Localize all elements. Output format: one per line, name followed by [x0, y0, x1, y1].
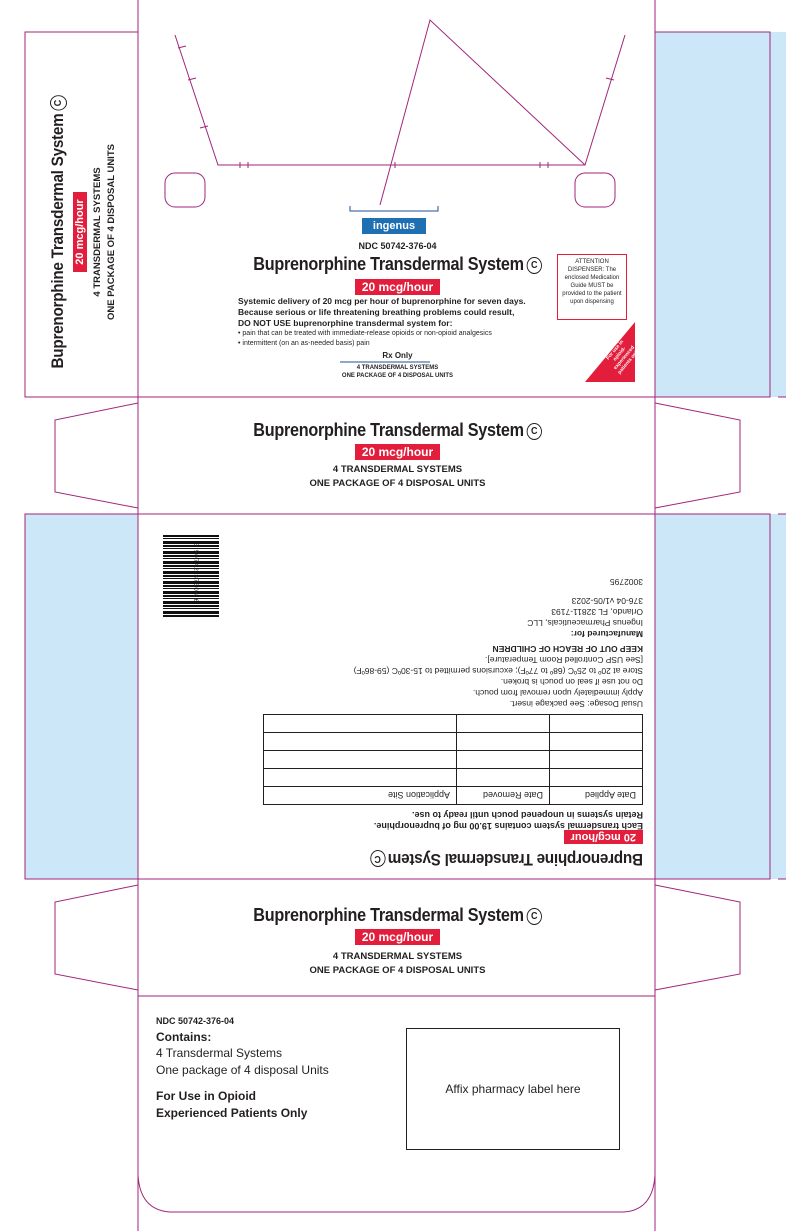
- col-date-applied: Date Applied: [550, 787, 643, 805]
- front-dose: 20 mcg/hour: [140, 278, 655, 296]
- contains-line1: 4 Transdermal Systems: [156, 1046, 283, 1060]
- col-date-removed: Date Removed: [457, 787, 550, 805]
- side-package-line1: 4 TRANSDERMAL SYSTEMS: [92, 167, 103, 297]
- contains-line2: One package of 4 disposal Units: [156, 1063, 329, 1077]
- flap2-package1: 4 TRANSDERMAL SYSTEMS: [332, 951, 463, 962]
- application-log-table: [263, 714, 643, 805]
- flap2-package2: ONE PACKAGE OF 4 DISPOSAL UNITS: [309, 965, 486, 976]
- back-contents: Each transdermal system contains 19.00 mg of buprenorphine. Retain systems in unopened pouch until ready to use.: [373, 810, 643, 831]
- front-warning: Systemic delivery of 20 mcg per hour of buprenorphine for seven days. Because serious or life threatening breathing problems could result, DO NOT USE buprenorphine transdermal system for: • pain that can be treated with immediate-release opioids or non-opioid analgesics • intermittent (on an as-needed basis) pain: [238, 296, 526, 347]
- schedule-icon: C: [526, 257, 541, 274]
- brand-logo: ingenus: [362, 218, 426, 234]
- front-ndc: NDC 50742-376-04: [358, 241, 437, 251]
- schedule-icon: C: [526, 423, 541, 440]
- side-dose-badge: 20 mcg/hour: [73, 192, 87, 271]
- opioid-line1: For Use in Opioid: [156, 1089, 257, 1103]
- pharmacy-label-box: Affix pharmacy label here: [406, 1028, 620, 1150]
- bottom-ndc: NDC 50742-376-04: [156, 1016, 235, 1026]
- back-instructions: Usual Dosage: See package insert. Apply immediately upon removal from pouch. Do not use if seal on pouch is broken. Store at 20º to 25ºC (68º to 77ºF); excursions permitted to 15-30ºC (59-86ºF) [See USP Controlled Room Temperature]. KEEP OUT OF REACH OF CHILDREN Manufactured for: Ingenus Pharmaceuticals, LLC Orlando, FL 32811-7193 376-04 v1/05-2023 3002795: [353, 577, 643, 709]
- flap1-package2: ONE PACKAGE OF 4 DISPOSAL UNITS: [309, 478, 486, 489]
- corner-opioid-text: For use in opioid-experienced patients only: [605, 339, 642, 376]
- flap2-dose: 20 mcg/hour: [140, 928, 655, 946]
- flap1-dose: 20 mcg/hour: [140, 443, 655, 461]
- front-title: Buprenorphine Transdermal System C: [166, 254, 630, 275]
- barcode: [163, 535, 219, 617]
- flap1-title: Buprenorphine Transdermal System C: [166, 420, 630, 441]
- flap2-title: Buprenorphine Transdermal System C: [166, 905, 630, 926]
- barcode-number: 3 50742 37604 6: [192, 542, 198, 604]
- rx-only: Rx Only: [382, 351, 413, 360]
- front-package: 4 TRANSDERMAL SYSTEMS ONE PACKAGE OF 4 DISPOSAL UNITS: [341, 365, 454, 379]
- contains-label: Contains:: [156, 1030, 212, 1044]
- back-dose: 20 mcg/hour: [564, 829, 643, 847]
- side-title: Buprenorphine Transdermal SystemC: [48, 70, 68, 394]
- col-application-site: Application Site: [264, 787, 457, 805]
- back-title: Buprenorphine Transdermal SystemC: [370, 849, 643, 869]
- side-package-line2: ONE PACKAGE OF 4 DISPOSAL UNITS: [106, 144, 117, 320]
- schedule-icon: C: [526, 908, 541, 925]
- attention-box: ATTENTION DISPENSER: The enclosed Medication Guide MUST be provided to the patient upon dispensing: [557, 254, 627, 320]
- opioid-line2: Experienced Patients Only: [156, 1106, 308, 1120]
- flap1-package1: 4 TRANSDERMAL SYSTEMS: [332, 464, 463, 475]
- side-panel-left: [48, 52, 117, 412]
- schedule-icon: C: [50, 96, 67, 111]
- schedule-icon: C: [370, 850, 385, 867]
